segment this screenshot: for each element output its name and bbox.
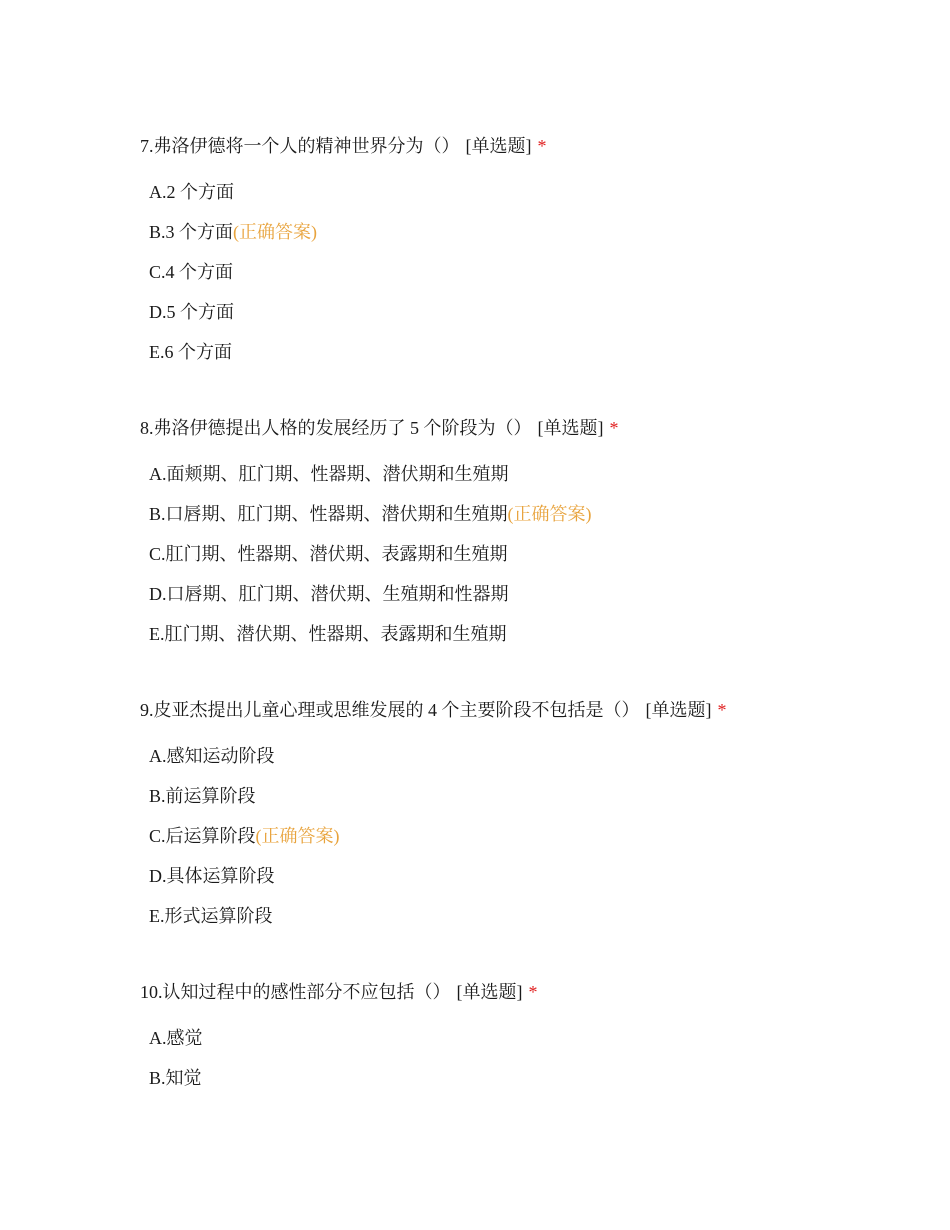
option-list (140, 180, 900, 364)
question-text: 10.认知过程中的感性部分不应包括（） (140, 982, 451, 1002)
option-c[interactable] (149, 542, 900, 566)
question-text: 7.弗洛伊德将一个人的精神世界分为（） (140, 136, 460, 156)
option-text: E.形式运算阶段 (149, 906, 273, 926)
option-a[interactable] (149, 744, 900, 768)
required-mark: * (717, 700, 727, 720)
option-text: C.4 个方面 (149, 262, 234, 282)
correct-answer-tag: (正确答案) (507, 504, 592, 524)
required-mark: * (609, 418, 619, 438)
question-type-label: [单选题] (465, 136, 532, 156)
required-mark: * (528, 982, 538, 1002)
required-mark: * (537, 136, 547, 156)
option-text: D.口唇期、肛门期、潜伏期、生殖期和性器期 (149, 584, 509, 604)
question-title (140, 134, 900, 158)
option-text: A.感觉 (149, 1028, 203, 1048)
question-9 (140, 698, 900, 928)
option-a[interactable] (149, 1026, 900, 1050)
option-list (140, 744, 900, 928)
question-text: 8.弗洛伊德提出人格的发展经历了 5 个阶段为（） (140, 418, 532, 438)
option-e[interactable] (149, 340, 900, 364)
option-text: C.后运算阶段 (149, 826, 256, 846)
option-b[interactable] (149, 502, 900, 526)
question-title (140, 698, 900, 722)
option-text: A.2 个方面 (149, 182, 234, 202)
option-text: B.前运算阶段 (149, 786, 256, 806)
question-7 (140, 134, 900, 364)
option-d[interactable] (149, 864, 900, 888)
option-a[interactable] (149, 462, 900, 486)
correct-answer-tag: (正确答案) (255, 826, 340, 846)
option-text: D.5 个方面 (149, 302, 234, 322)
question-type-label: [单选题] (456, 982, 523, 1002)
option-text: D.具体运算阶段 (149, 866, 275, 886)
option-text: B.口唇期、肛门期、性器期、潜伏期和生殖期 (149, 504, 508, 524)
option-text: E.肛门期、潜伏期、性器期、表露期和生殖期 (149, 624, 507, 644)
question-type-label: [单选题] (537, 418, 604, 438)
option-a[interactable] (149, 180, 900, 204)
option-c[interactable] (149, 824, 900, 848)
option-text: E.6 个方面 (149, 342, 232, 362)
option-list (140, 462, 900, 646)
option-text: B.3 个方面 (149, 222, 234, 242)
question-10 (140, 980, 900, 1090)
option-d[interactable] (149, 300, 900, 324)
option-b[interactable] (149, 1066, 900, 1090)
question-title (140, 416, 900, 440)
option-e[interactable] (149, 622, 900, 646)
question-type-label: [单选题] (645, 700, 712, 720)
option-text: A.面颊期、肛门期、性器期、潜伏期和生殖期 (149, 464, 509, 484)
option-d[interactable] (149, 582, 900, 606)
question-text: 9.皮亚杰提出儿童心理或思维发展的 4 个主要阶段不包括是（） (140, 700, 640, 720)
question-title (140, 980, 900, 1004)
question-8 (140, 416, 900, 646)
option-b[interactable] (149, 784, 900, 808)
option-c[interactable] (149, 260, 900, 284)
correct-answer-tag: (正确答案) (233, 222, 318, 242)
option-text: A.感知运动阶段 (149, 746, 275, 766)
option-text: B.知觉 (149, 1068, 202, 1088)
option-b[interactable] (149, 220, 900, 244)
option-list (140, 1026, 900, 1090)
option-e[interactable] (149, 904, 900, 928)
option-text: C.肛门期、性器期、潜伏期、表露期和生殖期 (149, 544, 508, 564)
